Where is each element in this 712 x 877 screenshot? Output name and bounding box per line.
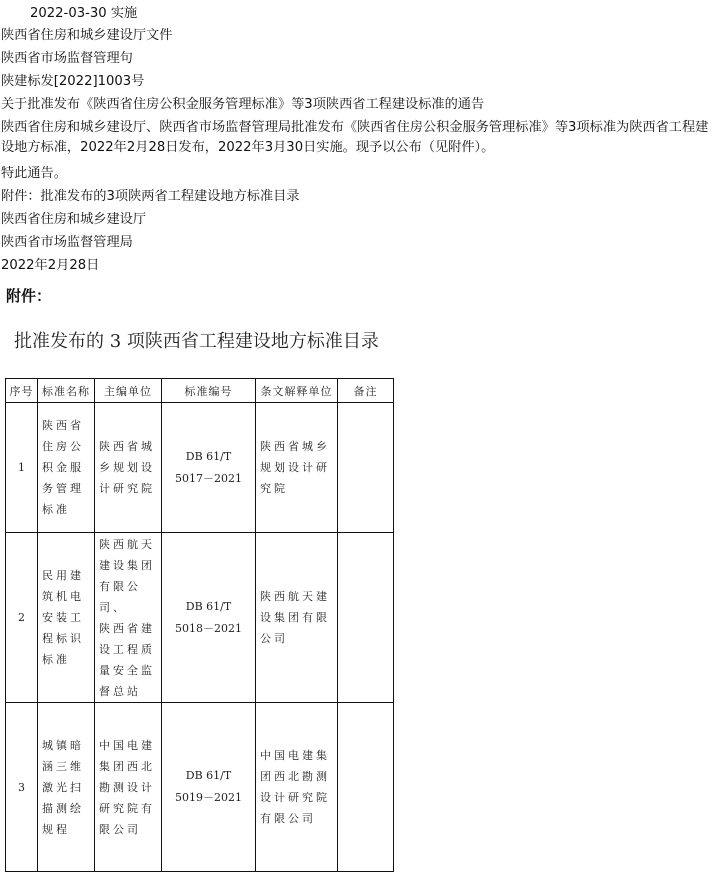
- editor-line: 计研究院: [99, 482, 155, 495]
- row-number: 1: [6, 403, 38, 533]
- interpreter-unit: [256, 403, 338, 533]
- interpreter-line: 规划设计研: [260, 461, 330, 474]
- editor-line: 有限公司、: [99, 579, 141, 614]
- code-line: 5017－2021: [175, 471, 242, 485]
- editor-line: 陕西省建: [99, 621, 155, 635]
- header-interpreter: 条文解释单位: [256, 379, 338, 403]
- interpreter-line: 究院: [260, 482, 288, 495]
- header-no: 序号: [6, 379, 38, 403]
- interpreter-unit: [256, 703, 338, 872]
- header-code: 标准编号: [162, 379, 256, 403]
- editor-line: 限公司: [99, 822, 141, 836]
- editor-line: 设工程质: [99, 642, 155, 656]
- name-line: 规程: [42, 822, 70, 836]
- header-remark: 备注: [338, 379, 394, 403]
- code-line: 5018－2021: [175, 621, 242, 635]
- header-name: 标准名称: [38, 379, 95, 403]
- name-line: 程标识: [42, 632, 84, 645]
- name-line: 涵三维: [42, 759, 84, 773]
- signer-line-2: 陕西省市场监督管理局: [1, 235, 133, 250]
- issuer-line-1: 陕西省住房和城乡建设厅文件: [1, 28, 173, 43]
- notice-subject: 关于批准发布《陕西省住房公积金服务管理标准》等3项陕西省工程建设标准的通告: [1, 97, 485, 112]
- interpreter-line: 设计研究院: [260, 791, 330, 804]
- name-line: 安装工: [42, 611, 84, 624]
- editor-line: 勘测设计: [99, 780, 155, 794]
- name-line: 标准: [42, 503, 70, 516]
- standard-name: [38, 703, 95, 872]
- standard-name: [38, 533, 95, 703]
- notice-paragraph: 陕西省住房和城乡建设厅、陕西省市场监督管理局批准发布《陕西省住房公积金服务管理标准》等3项标准为陕西省工程建设地方标准，2022年2月28日发布，2022年3月30日实施。现予以公布（见附件）。: [1, 120, 709, 155]
- editor-line: 陕西省城: [99, 440, 155, 453]
- chief-editor-unit: [95, 703, 162, 872]
- interpreter-line: 公司: [260, 632, 288, 645]
- editor-line: 集团西北: [99, 759, 155, 773]
- name-line: 城镇暗: [42, 738, 84, 752]
- name-line: 民用建: [42, 569, 84, 582]
- issuer-line-2: 陕西省市场监督管理句: [1, 51, 133, 66]
- catalog-title: 批准发布的 3 项陕西省工程建设地方标准目录: [14, 331, 379, 352]
- editor-line: 量安全监: [99, 663, 155, 677]
- interpreter-line: 团西北勘测: [260, 770, 330, 783]
- row-number: 3: [6, 703, 38, 872]
- name-line: 陕西省: [42, 419, 84, 432]
- remark-cell: [338, 533, 394, 703]
- name-line: 积金服: [42, 461, 84, 474]
- standard-code: [162, 533, 256, 703]
- table-row: [6, 403, 394, 533]
- editor-line: 乡规划设: [99, 461, 155, 474]
- chief-editor-unit: [95, 533, 162, 703]
- remark-cell: [338, 403, 394, 533]
- standard-name: [38, 403, 95, 533]
- interpreter-line: 中国电建集: [260, 749, 330, 762]
- editor-line: 中国电建: [99, 738, 155, 752]
- interpreter-line: 陕西航天建: [260, 590, 330, 603]
- signer-line-1: 陕西省住房和城乡建设厅: [1, 212, 147, 227]
- row-number: 2: [6, 533, 38, 703]
- code-line: DB 61/T: [185, 449, 232, 463]
- interpreter-line: 有限公司: [260, 812, 316, 825]
- code-line: 5019－2021: [175, 791, 242, 804]
- chief-editor-unit: [95, 403, 162, 533]
- closing-line: 特此通告。: [1, 166, 67, 181]
- signing-date: 2022年2月28日: [1, 258, 100, 273]
- editor-line: 督总站: [99, 684, 141, 698]
- standard-code: [162, 703, 256, 872]
- name-line: 标准: [42, 653, 70, 666]
- effective-date: 2022-03-30 实施: [30, 6, 138, 21]
- name-line: 描测绘: [42, 801, 84, 815]
- remark-cell: [338, 703, 394, 872]
- document-number: 陕建标发[2022]1003号: [1, 74, 145, 89]
- code-line: DB 61/T: [185, 769, 232, 782]
- editor-line: 研究院有: [99, 801, 155, 815]
- table-row: [6, 703, 394, 872]
- name-line: 务管理: [42, 482, 84, 495]
- code-line: DB 61/T: [185, 599, 232, 613]
- interpreter-unit: [256, 533, 338, 703]
- name-line: 筑机电: [42, 590, 84, 603]
- name-line: 激光扫: [42, 780, 84, 794]
- attachment-note: 附件：批准发布的3项陕两省工程建设地方标准目录: [1, 189, 300, 204]
- attachment-label: 附件：: [6, 287, 52, 305]
- table-row: [6, 533, 394, 703]
- editor-line: 陕西航天: [99, 537, 155, 551]
- interpreter-line: 设集团有限: [260, 611, 330, 624]
- standards-table: [5, 378, 394, 872]
- table-header-row: [6, 379, 394, 403]
- interpreter-line: 陕西省城乡: [260, 440, 330, 453]
- header-editor: 主编单位: [95, 379, 162, 403]
- editor-line: 建设集团: [99, 558, 155, 572]
- standard-code: [162, 403, 256, 533]
- name-line: 住房公: [42, 440, 84, 453]
